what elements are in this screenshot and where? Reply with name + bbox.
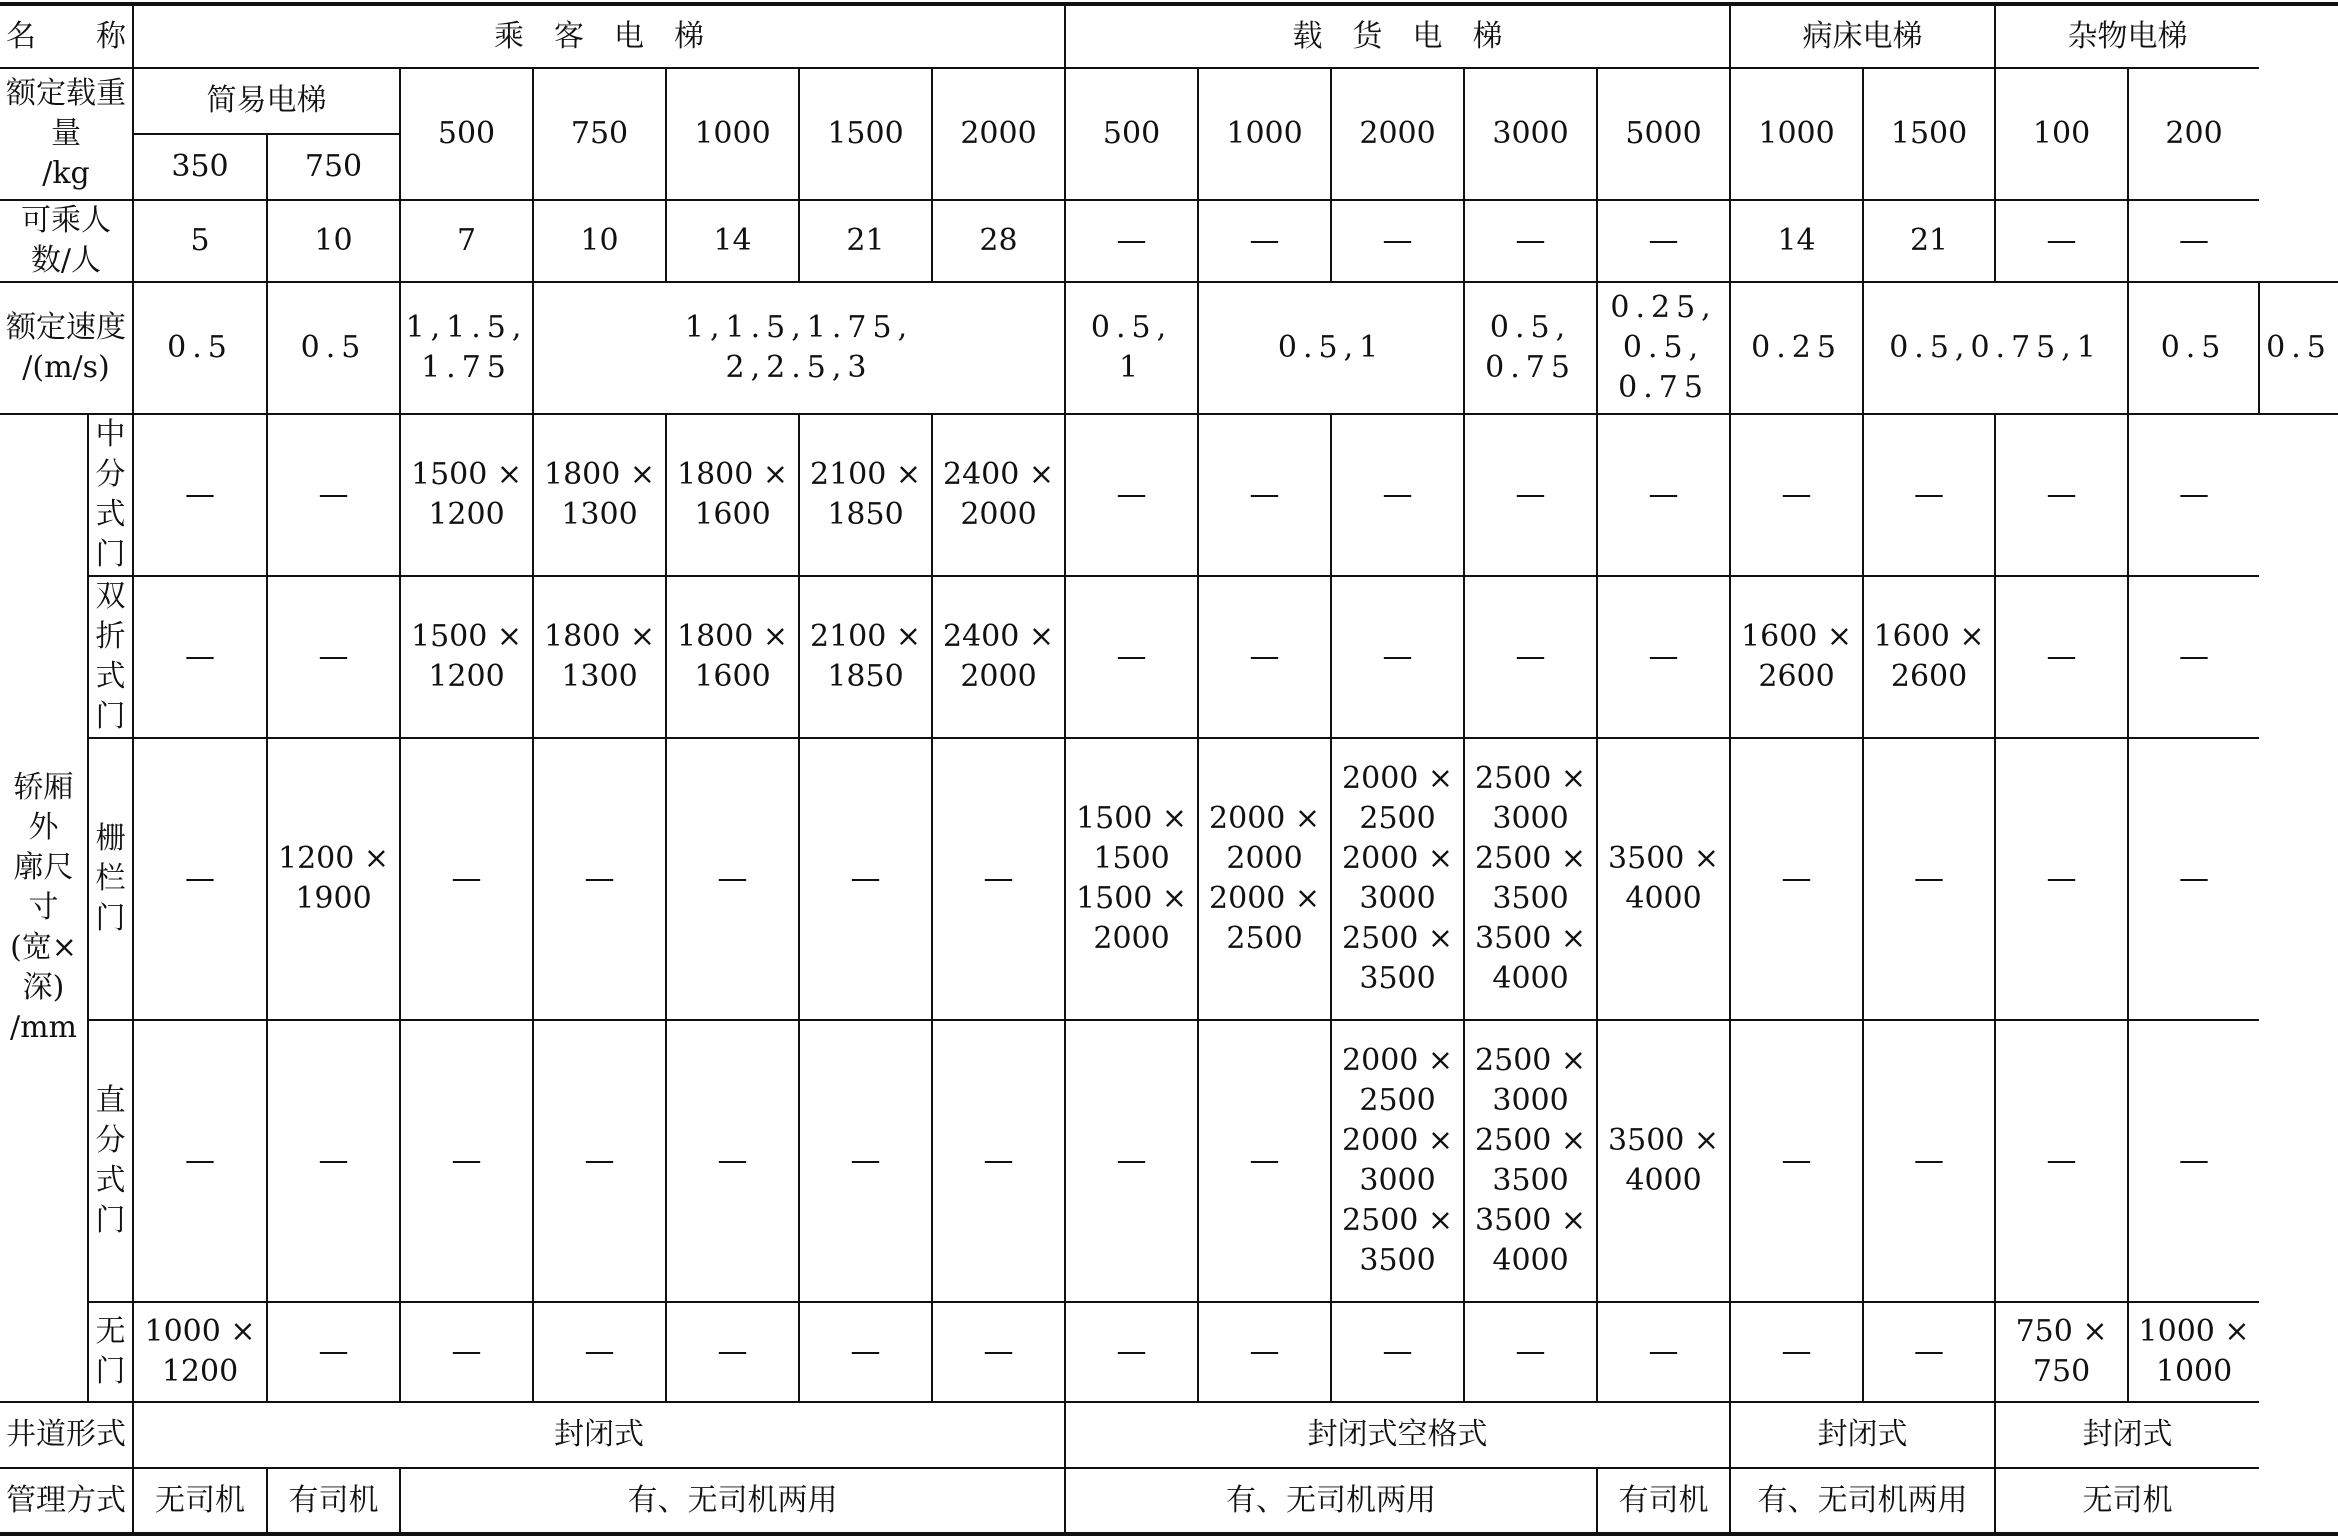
car-size-cell: — bbox=[133, 576, 267, 738]
speed-label: 额定速度 /(m/s) bbox=[0, 282, 133, 414]
persons-cell: 5 bbox=[133, 200, 267, 282]
car-size-cell: — bbox=[1065, 1020, 1198, 1302]
management-cell: 有司机 bbox=[267, 1468, 400, 1534]
speed-cell: 0.5,0.75,1 bbox=[1863, 282, 2128, 414]
shaft-cell: 封闭式 bbox=[133, 1402, 1065, 1468]
car-size-cell: — bbox=[932, 738, 1065, 1020]
car-size-cell: — bbox=[533, 1302, 666, 1402]
persons-cell: 10 bbox=[267, 200, 400, 282]
car-size-cell: — bbox=[1995, 738, 2128, 1020]
car-size-cell: 1600 × 2600 bbox=[1730, 576, 1863, 738]
car-size-cell: — bbox=[267, 414, 400, 576]
load-cell: 500 bbox=[400, 68, 533, 200]
center-door-row bbox=[0, 414, 2338, 576]
car-size-cell: 1800 × 1300 bbox=[533, 414, 666, 576]
load-cell: 750 bbox=[533, 68, 666, 200]
speed-cell: 0.5, 0.75 bbox=[1464, 282, 1597, 414]
management-row bbox=[0, 1468, 2338, 1534]
car-size-cell: 1600 × 2600 bbox=[1863, 576, 1995, 738]
car-size-cell: — bbox=[1065, 414, 1198, 576]
car-size-cell: — bbox=[1198, 1020, 1331, 1302]
car-size-cell: — bbox=[1065, 576, 1198, 738]
car-size-cell: 1000 × 1000 bbox=[2128, 1302, 2259, 1402]
speed-cell: 0.5, 1 bbox=[1065, 282, 1198, 414]
car-size-label: 轿厢外 廓尺寸 (宽×深) /mm bbox=[0, 414, 88, 1402]
car-size-cell: 2100 × 1850 bbox=[799, 414, 932, 576]
car-size-cell: — bbox=[1065, 1302, 1198, 1402]
car-size-cell: — bbox=[1597, 414, 1730, 576]
car-size-cell: 1500 × 1500 1500 × 2000 bbox=[1065, 738, 1198, 1020]
car-size-cell: — bbox=[1863, 738, 1995, 1020]
car-size-cell: — bbox=[1331, 414, 1464, 576]
shaft-label: 井道形式 bbox=[0, 1402, 133, 1468]
speed-cell: 0.25 bbox=[1730, 282, 1863, 414]
car-size-cell: — bbox=[133, 414, 267, 576]
center-door-label: 中分 式门 bbox=[88, 414, 133, 576]
persons-cell: — bbox=[1597, 200, 1730, 282]
elevator-spec-table bbox=[0, 2, 2338, 1536]
gate-door-label: 栅栏 门 bbox=[88, 738, 133, 1020]
car-size-cell: — bbox=[932, 1302, 1065, 1402]
car-size-cell: — bbox=[1995, 1020, 2128, 1302]
car-size-cell: — bbox=[533, 1020, 666, 1302]
car-size-cell: — bbox=[1331, 576, 1464, 738]
speed-row bbox=[0, 282, 2338, 414]
load-cell: 1000 bbox=[1198, 68, 1331, 200]
persons-cell: — bbox=[1995, 200, 2128, 282]
car-size-cell: 2400 × 2000 bbox=[932, 414, 1065, 576]
no-door-label: 无门 bbox=[88, 1302, 133, 1402]
car-size-cell: — bbox=[2128, 414, 2259, 576]
management-cell: 无司机 bbox=[1995, 1468, 2259, 1534]
car-size-cell: 1200 × 1900 bbox=[267, 738, 400, 1020]
car-size-cell: — bbox=[1863, 414, 1995, 576]
car-size-cell: — bbox=[1331, 1302, 1464, 1402]
car-size-cell: 1800 × 1600 bbox=[666, 414, 799, 576]
car-size-cell: — bbox=[799, 738, 932, 1020]
persons-label: 可乘人数/人 bbox=[0, 200, 133, 282]
speed-cell: 1,1.5, 1.75 bbox=[400, 282, 533, 414]
vertical-door-label: 直分 式门 bbox=[88, 1020, 133, 1302]
persons-cell: 28 bbox=[932, 200, 1065, 282]
car-size-cell: — bbox=[2128, 1020, 2259, 1302]
load-label: 额定载重量 /kg bbox=[0, 68, 133, 200]
shaft-cell: 封闭式 bbox=[1995, 1402, 2259, 1468]
car-size-cell: — bbox=[1464, 576, 1597, 738]
car-size-cell: — bbox=[666, 1020, 799, 1302]
car-size-cell: — bbox=[1597, 1302, 1730, 1402]
car-size-cell: — bbox=[1198, 1302, 1331, 1402]
load-cell: 200 bbox=[2128, 68, 2259, 200]
header-row bbox=[0, 4, 2338, 68]
car-size-cell: 1800 × 1300 bbox=[533, 576, 666, 738]
car-size-cell: — bbox=[1730, 1020, 1863, 1302]
car-size-cell: 2500 × 3000 2500 × 3500 3500 × 4000 bbox=[1464, 1020, 1597, 1302]
car-size-cell: 1800 × 1600 bbox=[666, 576, 799, 738]
group-dumbwaiter-header: 杂物电梯 bbox=[1995, 4, 2259, 68]
persons-cell: — bbox=[1331, 200, 1464, 282]
car-size-cell: — bbox=[1198, 576, 1331, 738]
car-size-cell: — bbox=[400, 738, 533, 1020]
car-size-cell: — bbox=[400, 1302, 533, 1402]
car-size-cell: — bbox=[1863, 1020, 1995, 1302]
car-size-cell: 750 × 750 bbox=[1995, 1302, 2128, 1402]
persons-cell: — bbox=[2128, 200, 2259, 282]
group-passenger-header: 乘 客 电 梯 bbox=[133, 4, 1065, 68]
car-size-cell: — bbox=[666, 1302, 799, 1402]
car-size-cell: — bbox=[799, 1302, 932, 1402]
car-size-cell: — bbox=[1995, 414, 2128, 576]
car-size-cell: 2400 × 2000 bbox=[932, 576, 1065, 738]
car-size-cell: — bbox=[1464, 1302, 1597, 1402]
car-size-cell: — bbox=[1198, 414, 1331, 576]
load-row-top bbox=[0, 68, 2338, 134]
persons-cell: 7 bbox=[400, 200, 533, 282]
load-cell: 1500 bbox=[1863, 68, 1995, 200]
load-cell: 500 bbox=[1065, 68, 1198, 200]
car-size-cell: — bbox=[666, 738, 799, 1020]
load-cell: 5000 bbox=[1597, 68, 1730, 200]
group-hospital-header: 病床电梯 bbox=[1730, 4, 1995, 68]
car-size-cell: — bbox=[2128, 738, 2259, 1020]
car-size-cell: — bbox=[1730, 414, 1863, 576]
management-cell: 有、无司机两用 bbox=[1730, 1468, 1995, 1534]
car-size-cell: — bbox=[932, 1020, 1065, 1302]
speed-cell: 0.5,1 bbox=[1198, 282, 1464, 414]
load-cell: 350 bbox=[133, 134, 267, 200]
load-cell: 750 bbox=[267, 134, 400, 200]
load-cell: 1000 bbox=[1730, 68, 1863, 200]
car-size-cell: — bbox=[1995, 576, 2128, 738]
car-size-cell: — bbox=[267, 1302, 400, 1402]
name-header: 名 称 bbox=[0, 4, 133, 68]
folding-door-label: 双折 式门 bbox=[88, 576, 133, 738]
gate-door-row bbox=[0, 738, 2338, 1020]
load-cell: 2000 bbox=[1331, 68, 1464, 200]
persons-cell: — bbox=[1464, 200, 1597, 282]
management-cell: 有、无司机两用 bbox=[1065, 1468, 1597, 1534]
car-size-cell: — bbox=[267, 576, 400, 738]
car-size-cell: 2000 × 2500 2000 × 3000 2500 × 3500 bbox=[1331, 738, 1464, 1020]
speed-cell: 0.5 bbox=[267, 282, 400, 414]
car-size-cell: — bbox=[799, 1020, 932, 1302]
speed-cell: 0.5 bbox=[133, 282, 267, 414]
car-size-cell: 1500 × 1200 bbox=[400, 414, 533, 576]
car-size-cell: 3500 × 4000 bbox=[1597, 738, 1730, 1020]
car-size-cell: 2100 × 1850 bbox=[799, 576, 932, 738]
car-size-cell: 3500 × 4000 bbox=[1597, 1020, 1730, 1302]
management-cell: 无司机 bbox=[133, 1468, 267, 1534]
load-cell: 100 bbox=[1995, 68, 2128, 200]
management-cell: 有、无司机两用 bbox=[400, 1468, 1065, 1534]
shaft-cell: 封闭式 bbox=[1730, 1402, 1995, 1468]
car-size-cell: 2500 × 3000 2500 × 3500 3500 × 4000 bbox=[1464, 738, 1597, 1020]
car-size-cell: — bbox=[1730, 738, 1863, 1020]
car-size-cell: — bbox=[1863, 1302, 1995, 1402]
persons-cell: 21 bbox=[1863, 200, 1995, 282]
car-size-cell: — bbox=[133, 1020, 267, 1302]
persons-cell: — bbox=[1198, 200, 1331, 282]
management-label: 管理方式 bbox=[0, 1468, 133, 1534]
speed-cell: 0.5 bbox=[2259, 282, 2338, 414]
shaft-cell: 封闭式空格式 bbox=[1065, 1402, 1730, 1468]
vertical-door-row bbox=[0, 1020, 2338, 1302]
car-size-cell: 1000 × 1200 bbox=[133, 1302, 267, 1402]
car-size-cell: 1500 × 1200 bbox=[400, 576, 533, 738]
car-size-cell: — bbox=[2128, 576, 2259, 738]
speed-cell: 0.5 bbox=[2128, 282, 2259, 414]
load-cell: 2000 bbox=[932, 68, 1065, 200]
no-door-row bbox=[0, 1302, 2338, 1402]
load-cell: 1000 bbox=[666, 68, 799, 200]
car-size-cell: — bbox=[400, 1020, 533, 1302]
group-freight-header: 载 货 电 梯 bbox=[1065, 4, 1730, 68]
speed-cell: 1,1.5,1.75, 2,2.5,3 bbox=[533, 282, 1065, 414]
load-cell: 1500 bbox=[799, 68, 932, 200]
persons-cell: 21 bbox=[799, 200, 932, 282]
persons-cell: 10 bbox=[533, 200, 666, 282]
persons-cell: 14 bbox=[1730, 200, 1863, 282]
car-size-cell: 2000 × 2000 2000 × 2500 bbox=[1198, 738, 1331, 1020]
car-size-cell: — bbox=[1464, 414, 1597, 576]
management-cell: 有司机 bbox=[1597, 1468, 1730, 1534]
persons-row bbox=[0, 200, 2338, 282]
car-size-cell: 2000 × 2500 2000 × 3000 2500 × 3500 bbox=[1331, 1020, 1464, 1302]
load-cell: 3000 bbox=[1464, 68, 1597, 200]
simple-elevator-label: 简易电梯 bbox=[133, 68, 400, 134]
car-size-cell: — bbox=[267, 1020, 400, 1302]
car-size-cell: — bbox=[133, 738, 267, 1020]
car-size-cell: — bbox=[1597, 576, 1730, 738]
car-size-cell: — bbox=[1730, 1302, 1863, 1402]
folding-door-row bbox=[0, 576, 2338, 738]
persons-cell: — bbox=[1065, 200, 1198, 282]
persons-cell: 14 bbox=[666, 200, 799, 282]
car-size-cell: — bbox=[533, 738, 666, 1020]
shaft-row bbox=[0, 1402, 2338, 1468]
speed-cell: 0.25, 0.5, 0.75 bbox=[1597, 282, 1730, 414]
